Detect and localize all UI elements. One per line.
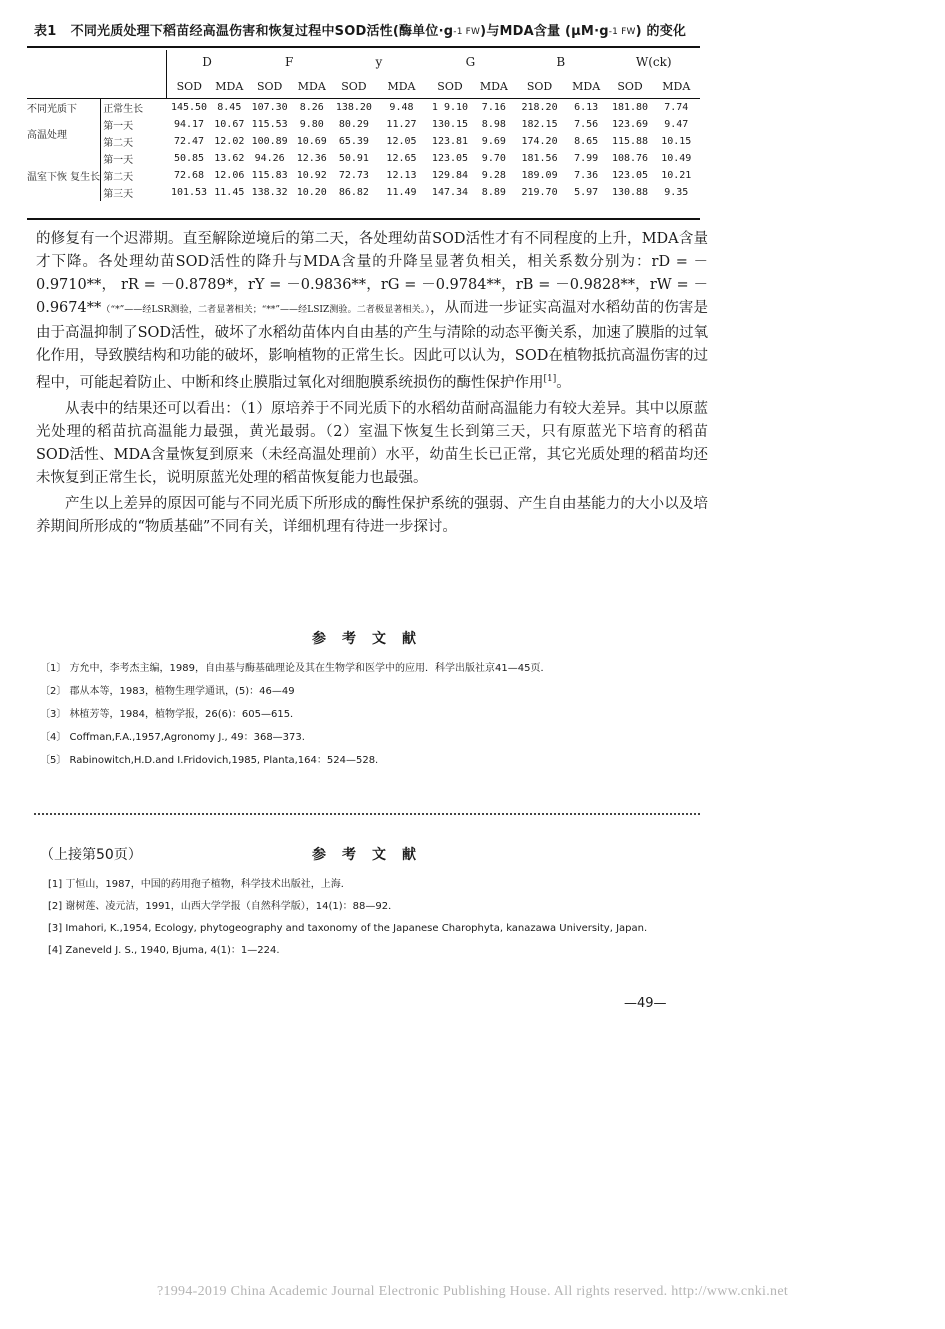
table-caption (34, 20, 714, 39)
section-label: 温室下恢 复生长 (27, 172, 101, 183)
measure-header: MDA (292, 74, 331, 99)
citation-marker: [1] (543, 374, 557, 384)
table-cell: 138.32 (251, 187, 288, 198)
caption-unit-2: g (599, 24, 609, 39)
group-header-row (27, 50, 700, 74)
measure-header: SOD (607, 74, 652, 99)
table-cell: 11.49 (386, 187, 417, 198)
measure-header: MDA (376, 74, 426, 99)
table-cell: 80.29 (338, 119, 369, 130)
table-cell: 10.67 (214, 119, 245, 130)
table-cell: 12.65 (386, 153, 417, 164)
table-cell: 10.49 (661, 153, 692, 164)
table-cell: 1 9.10 (431, 102, 469, 113)
table-cell: 123.05 (431, 153, 469, 164)
group-header: W(ck) (635, 55, 672, 69)
row-label: 第一天 (101, 150, 167, 167)
table-cell: 50.91 (338, 153, 369, 164)
table-cell: 72.47 (173, 136, 205, 147)
group-header: F (285, 55, 294, 69)
table-cell: 86.82 (338, 187, 369, 198)
section-label: 不同光质下 (27, 104, 77, 115)
row-label: 第二天 (101, 133, 167, 150)
table-bottom-rule (27, 218, 700, 220)
group-header: D (202, 55, 212, 69)
references-list (40, 657, 550, 772)
table-row (27, 184, 700, 201)
table-cell: 115.83 (251, 170, 288, 181)
table-row (27, 150, 700, 167)
table-cell: 123.69 (611, 119, 649, 130)
section-label: 高温处理 (27, 129, 67, 141)
measure-header: MDA (212, 74, 247, 99)
table-cell: 130.88 (611, 187, 649, 198)
table-cell: 8.45 (217, 102, 242, 113)
table-row (27, 116, 700, 133)
paragraph-1 (36, 228, 708, 395)
table-cell: 182.15 (521, 119, 558, 130)
group-header: G (465, 55, 476, 69)
row-label: 第三天 (101, 184, 167, 201)
table-cell: 9.69 (481, 136, 506, 147)
table-caption-main: 不同光质处理下稻苗经高温伤害和恢复过程中SOD活性(酶单位· (70, 24, 444, 39)
group-header: B (556, 55, 566, 69)
reference-item: 〔2〕 郡从本等，1983，植物生理学通讯，(5)：46—49 (40, 686, 295, 697)
table-cell: 107.30 (251, 102, 288, 113)
table-row (27, 167, 700, 184)
reference-item: [4] Zaneveld J. S., 1940, Bjuma, 4(1)：1—224. (48, 945, 280, 956)
table-cell: 7.99 (574, 153, 599, 164)
measure-header: MDA (565, 74, 608, 99)
table-top-rule (27, 46, 700, 48)
table-cell: 94.17 (173, 119, 205, 130)
table-cell: 181.80 (611, 102, 649, 113)
table-cell: 8.89 (481, 187, 506, 198)
table-caption-end: ) 的变化 (635, 24, 687, 39)
table-cell: 10.15 (661, 136, 692, 147)
references-heading-2: 参考文献 (312, 847, 432, 863)
reference-item: 〔4〕 Coffman,F.A.,1957,Agronomy J., 49：368—373. (40, 732, 305, 743)
table-cell: 72.68 (173, 170, 205, 181)
table-cell: 12.13 (386, 170, 417, 181)
table-cell: 8.98 (481, 119, 506, 130)
p1-text-a: 的修复有一个迟滞期。直至解除逆境后的第二天，各处理幼苗SOD活性才有不同程度的上升，MDA含量才下降。各处理幼苗SOD活性的降升与MDA含量的升降呈显著负相关，相关系数分别为： (36, 231, 708, 270)
table-cell: 9.47 (664, 119, 689, 130)
reference-item: 〔5〕 Rabinowitch,H.D.and I.Fridovich,1985, Planta,164：524—528. (40, 755, 379, 766)
caption-unit-2-sub: -1 FW (608, 27, 636, 37)
reference-item: [2] 谢树莲、凌元洁，1991，山西大学学报（自然科学版），14(1)：88—92． (48, 901, 399, 912)
table-cell: 8.65 (574, 136, 599, 147)
table-cell: 11.45 (214, 187, 245, 198)
table-row (27, 133, 700, 150)
table-cell: 12.02 (214, 136, 245, 147)
table-cell: 12.05 (386, 136, 417, 147)
table-cell: 108.76 (611, 153, 649, 164)
paragraph-2: 从表中的结果还可以看出：（1）原培养于不同光质下的水稻幼苗耐高温能力有较大差异。其中以原蓝光处理的稻苗抗高温能力最强，黄光最弱。（2）室温下恢复生长到第三天，只有原蓝光下培育的稻苗SOD活性、MDA含量恢复到原来（未经高温处理前）水平，幼苗生长已正常，其它光质处理的稻苗均还未恢复到正常生长，说明原蓝光处理的稻苗恢复能力也最强。 (36, 400, 708, 486)
group-header: y (375, 55, 383, 69)
reference-item: 〔1〕 方允中，李考杰主编，1989，自由基与酶基础理论及其在生物学和医学中的应用．科学出版社京41—45页． (40, 663, 551, 674)
table-cell: 10.92 (296, 170, 327, 181)
table-cell: 115.53 (251, 119, 288, 130)
table-body (27, 99, 700, 202)
table-cell: 123.05 (611, 170, 649, 181)
row-label: 第一天 (101, 116, 167, 133)
table-cell: 12.36 (296, 153, 327, 164)
caption-unit-1: g (443, 24, 454, 39)
table-cell: 101.53 (170, 187, 208, 198)
table-cell: 115.88 (611, 136, 649, 147)
table-cell: 129.84 (431, 170, 469, 181)
table-cell: 7.16 (481, 102, 506, 113)
table-cell: 9.80 (299, 119, 324, 130)
table-cell: 5.97 (574, 187, 599, 198)
table-cell: 10.21 (661, 170, 692, 181)
table-cell: 219.70 (521, 187, 558, 198)
table-caption-prefix: 表1 (34, 24, 57, 39)
copyright-footer: ?1994-2019 China Academic Journal Electronic Publishing House. All rights reserved. http://www.cnki.net (156, 1284, 789, 1299)
table-cell: 123.81 (431, 136, 469, 147)
row-label: 正常生长 (101, 99, 167, 117)
corr-symbol: r (651, 254, 659, 270)
table-cell: 189.09 (521, 170, 558, 181)
table-cell: 9.70 (481, 153, 506, 164)
measure-header: SOD (514, 74, 565, 99)
table-cell: 130.15 (431, 119, 469, 130)
reference-item: [1] 丁恒山，1987，中国的药用孢子植物，科学技术出版社，上海． (48, 879, 351, 890)
table-cell: 174.20 (521, 136, 558, 147)
table-cell: 7.56 (574, 119, 599, 130)
measure-header: SOD (427, 74, 474, 99)
table-cell: 181.56 (521, 153, 558, 164)
references-heading: 参考文献 (312, 631, 432, 647)
corner-cell (27, 50, 166, 74)
reference-item: [3] Imahori, K.,1954, Ecology, phytogeography and taxonomy of the Japanese Charophyta, kanazawa University, Japan. (48, 923, 648, 934)
table-cell: 9.35 (664, 187, 689, 198)
table-cell: 147.34 (431, 187, 469, 198)
table-cell: 72.73 (338, 170, 369, 181)
measure-header: SOD (247, 74, 292, 99)
table-cell: 50.85 (173, 153, 205, 164)
table-cell: 10.69 (296, 136, 327, 147)
reference-item: 〔3〕 林植芳等，1984，植物学报，26(6)：605—615． (40, 709, 301, 720)
section-divider (34, 813, 700, 815)
table-cell: 145.50 (170, 102, 208, 113)
table-cell: 218.20 (521, 102, 558, 113)
measure-header: SOD (331, 74, 376, 99)
data-table (27, 50, 700, 201)
table-cell: 7.36 (574, 170, 599, 181)
table-cell: 94.26 (254, 153, 285, 164)
measure-header-row (27, 74, 700, 99)
measure-header: MDA (653, 74, 700, 99)
table-caption-mid: )与MDA含量 (μM· (480, 24, 600, 39)
paragraph-3: 产生以上差异的原因可能与不同光质下所形成的酶性保护系统的强弱、产生自由基能力的大小以及培养期间所形成的“物质基础”不同有关，详细机理有待进一步探讨。 (36, 495, 708, 535)
corner-cell (27, 74, 166, 99)
table-cell: 11.27 (386, 119, 417, 130)
table-cell: 65.39 (338, 136, 369, 147)
page-number: —49— (624, 996, 667, 1011)
table-cell: 10.20 (296, 187, 327, 198)
table-cell: 100.89 (251, 136, 288, 147)
measure-header: SOD (166, 74, 211, 99)
references-list-2 (48, 874, 708, 962)
table-cell: 8.26 (299, 102, 324, 113)
table-cell: 138.20 (335, 102, 372, 113)
table-cell: 9.48 (389, 102, 414, 113)
table-cell: 12.06 (214, 170, 245, 181)
caption-unit-1-sub: -1 FW (453, 27, 481, 37)
corr-values: D = －0.9710**， rR = －0.8789*，rY = －0.9836**，rG = －0.9784**，rB = －0.9828**，rW = －0.9674** (36, 254, 708, 316)
table-cell: 7.74 (664, 102, 689, 113)
p1-end: 。 (556, 374, 571, 391)
p1-text-b: ，从而进一步证实高温对水稻幼苗的伤害是由于高温抑制了SOD活性，破坏了水稻幼苗体内自由基的产生与清除的动态平衡关系，加速了膜脂的过氧化作用，导致膜结构和功能的破坏，影响植物的正常生长。因此可以认为，SOD在植物抵抗高温伤害的过程中，可能起着防止、中断和终止膜脂过氧化对细胞膜系统损伤的酶性保护作用 (36, 300, 709, 391)
table-cell: 9.28 (481, 170, 506, 181)
continued-from-note: （上接第50页） (40, 847, 142, 863)
table-cell: 13.62 (214, 153, 245, 164)
body-text (36, 228, 708, 539)
table-row (27, 99, 700, 117)
row-label: 第二天 (101, 167, 167, 184)
table-cell: 6.13 (574, 102, 599, 113)
measure-header: MDA (473, 74, 514, 99)
corr-note: （“*”——经LSR测验，二者显著相关；“**”——经LSIZ测验。二者极显著相关。） (101, 305, 431, 315)
